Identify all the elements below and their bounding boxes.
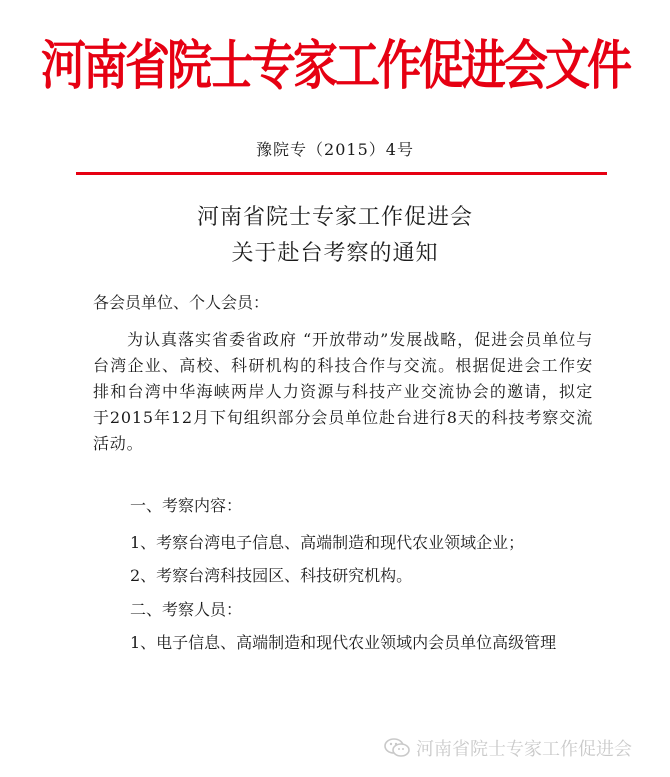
section-2-item-1: 1、电子信息、高端制造和现代农业领域内会员单位高级管理 xyxy=(130,633,557,652)
intro-paragraph: 为认真落实省委省政府 “开放带动”发展战略，促进会员单位与台湾企业、高校、科研机构的科技合作与交流。根据促进会工作安排和台湾中华海峡两岸人力资源与科技产业交流协会的邀请，拟定于2015年12月下旬组织部分会员单位赴台进行8天的科技考察交流活动。 xyxy=(93,330,593,453)
section-1-item-2: 2、考察台湾科技园区、科技研究机构。 xyxy=(130,566,413,585)
red-divider xyxy=(76,172,607,175)
footer-brand-text: 河南省院士专家工作促进会 xyxy=(416,739,632,760)
wechat-icon xyxy=(384,738,410,758)
salutation: 各会员单位、个人会员： xyxy=(93,293,270,312)
masthead-title: 河南省院士专家工作促进会文件 xyxy=(40,33,629,97)
section-1-heading: 一、考察内容： xyxy=(130,496,243,515)
document-number: 豫院专（2015）4号 xyxy=(256,140,414,159)
section-2-heading: 二、考察人员： xyxy=(130,600,243,619)
section-1-item-1: 1、考察台湾电子信息、高端制造和现代农业领域企业； xyxy=(130,533,525,552)
title-line-1: 河南省院士专家工作促进会 xyxy=(196,205,473,230)
title-line-2: 关于赴台考察的通知 xyxy=(231,241,439,266)
footer-watermark xyxy=(384,735,632,761)
